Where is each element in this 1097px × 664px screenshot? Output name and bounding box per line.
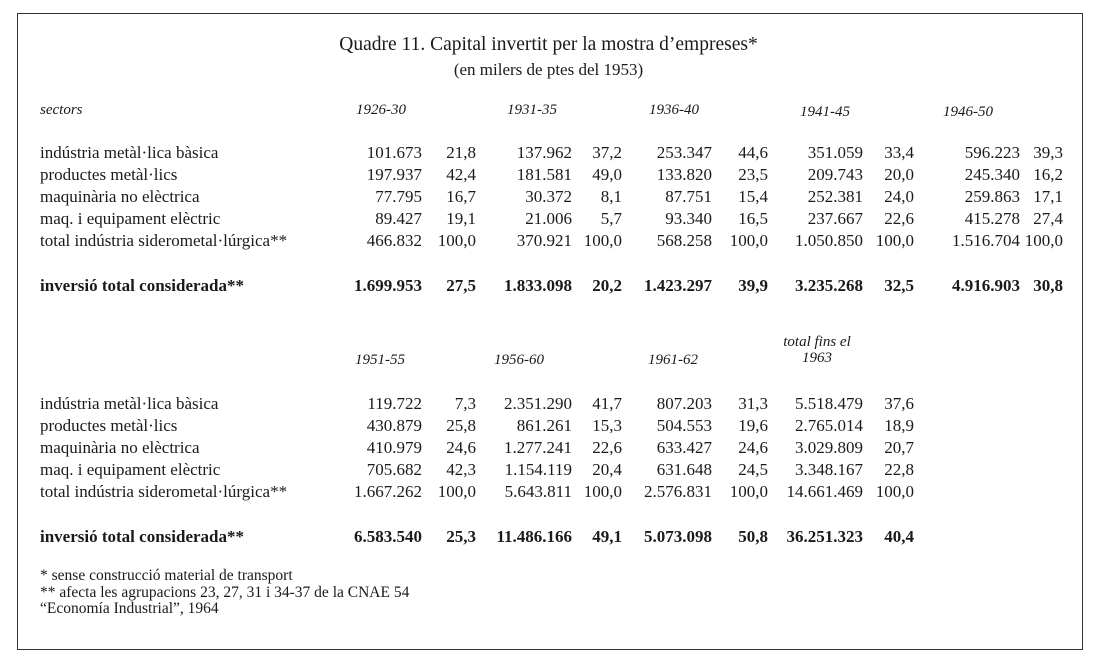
table-row [0,209,1097,231]
value-cell: 3.348.167 [795,460,863,479]
percent-cell: 30,8 [1033,276,1063,295]
percent-cell: 40,4 [884,527,914,546]
value-cell: 6.583.540 [354,527,422,546]
percent-cell: 24,6 [738,438,768,457]
period-header: 1951-55 [355,352,405,368]
footnotes [40,568,409,618]
percent-cell: 22,6 [592,438,622,457]
row-label: inversió total considerada** [40,276,244,295]
cumulative-header-line: 1963 [802,350,832,366]
cumulative-header-line: total fins el [783,334,851,350]
value-cell: 2.576.831 [644,482,712,501]
value-cell: 351.059 [807,143,863,162]
value-cell: 5.643.811 [504,482,572,501]
table-row [0,231,1097,253]
total-row [0,527,1097,549]
total-row [0,276,1097,298]
table-row [0,187,1097,209]
percent-cell: 25,3 [446,527,476,546]
value-cell: 89.427 [375,209,422,228]
percent-cell: 24,6 [446,438,476,457]
table-row [0,482,1097,504]
row-label: indústria metàl·lica bàsica [40,143,219,162]
row-label: total indústria siderometal·lúrgica** [40,231,288,250]
percent-cell: 100,0 [729,231,768,250]
percent-cell: 27,4 [1033,209,1063,228]
table-row [0,460,1097,482]
value-cell: 101.673 [366,143,422,162]
page-title: Quadre 11. Capital invertit per la mostra d’empreses* [339,34,758,55]
percent-cell: 22,6 [884,209,914,228]
percent-cell: 27,5 [446,276,476,295]
row-label: productes metàl·lics [40,416,178,435]
value-cell: 237.667 [807,209,863,228]
cumulative-header [762,334,872,366]
table-row [0,416,1097,438]
percent-cell: 32,5 [884,276,914,295]
row-label: maquinària no elèctrica [40,187,200,206]
sectors-header: sectors [40,102,83,118]
value-cell: 36.251.323 [786,527,863,546]
percent-cell: 25,8 [446,416,476,435]
value-cell: 430.879 [366,416,422,435]
percent-cell: 22,8 [884,460,914,479]
percent-cell: 24,5 [738,460,768,479]
source-note: “Economía Industrial”, 1964 [40,600,219,617]
percent-cell: 42,3 [446,460,476,479]
percent-cell: 16,7 [446,187,476,206]
value-cell: 5.518.479 [795,394,863,413]
value-cell: 119.722 [367,394,422,413]
value-cell: 1.277.241 [504,438,572,457]
percent-cell: 19,6 [738,416,768,435]
percent-cell: 100,0 [437,482,476,501]
table-row [0,438,1097,460]
percent-cell: 20,4 [592,460,622,479]
period-header: 1941-45 [800,104,850,120]
percent-cell: 37,6 [884,394,914,413]
value-cell: 807.203 [656,394,712,413]
percent-cell: 100,0 [729,482,768,501]
percent-cell: 15,3 [592,416,622,435]
value-cell: 1.833.098 [504,276,572,295]
percent-cell: 20,0 [884,165,914,184]
value-cell: 861.261 [516,416,572,435]
percent-cell: 49,1 [592,527,622,546]
table-row [0,394,1097,416]
percent-cell: 24,0 [884,187,914,206]
value-cell: 30.372 [525,187,572,206]
percent-cell: 100,0 [875,231,914,250]
percent-cell: 15,4 [738,187,768,206]
value-cell: 1.154.119 [504,460,572,479]
percent-cell: 31,3 [738,394,768,413]
value-cell: 87.751 [665,187,712,206]
value-cell: 370.921 [516,231,572,250]
value-cell: 209.743 [807,165,863,184]
row-label: maquinària no elèctrica [40,438,200,457]
period-header: 1926-30 [356,102,406,118]
row-label: total indústria siderometal·lúrgica** [40,482,288,501]
value-cell: 3.235.268 [795,276,863,295]
percent-cell: 39,3 [1033,143,1063,162]
value-cell: 1.699.953 [354,276,422,295]
footnote: ** afecta les agrupacions 23, 27, 31 i 34-37 de la CNAE 54 [40,583,410,601]
value-cell: 568.258 [656,231,712,250]
percent-cell: 39,9 [738,276,768,295]
table-row [0,165,1097,187]
period-header: 1946-50 [943,104,993,120]
percent-cell: 20,2 [592,276,622,295]
period-header: 1961-62 [648,352,698,368]
percent-cell: 100,0 [583,231,622,250]
row-label: maq. i equipament elèctric [40,460,221,479]
value-cell: 197.937 [366,165,422,184]
percent-cell: 20,7 [884,438,914,457]
percent-cell: 21,8 [446,143,476,162]
value-cell: 1.050.850 [795,231,863,250]
value-cell: 4.916.903 [952,276,1020,295]
value-cell: 259.863 [964,187,1020,206]
percent-cell: 49,0 [592,165,622,184]
value-cell: 133.820 [656,165,712,184]
percent-cell: 42,4 [446,165,476,184]
value-cell: 504.553 [656,416,712,435]
percent-cell: 17,1 [1033,187,1063,206]
value-cell: 633.427 [656,438,712,457]
table-row [0,143,1097,165]
value-cell: 14.661.469 [786,482,863,501]
period-header: 1936-40 [649,102,699,118]
value-cell: 137.962 [516,143,572,162]
value-cell: 2.765.014 [795,416,863,435]
value-cell: 253.347 [656,143,712,162]
value-cell: 2.351.290 [504,394,572,413]
percent-cell: 16,2 [1033,165,1063,184]
percent-cell: 5,7 [600,209,622,228]
percent-cell: 100,0 [437,231,476,250]
value-cell: 77.795 [375,187,422,206]
row-label: indústria metàl·lica bàsica [40,394,219,413]
value-cell: 705.682 [366,460,422,479]
value-cell: 245.340 [964,165,1020,184]
percent-cell: 23,5 [738,165,768,184]
value-cell: 1.516.704 [952,231,1020,250]
row-label: inversió total considerada** [40,527,244,546]
period-header: 1931-35 [507,102,557,118]
percent-cell: 7,3 [454,394,476,413]
row-label: maq. i equipament elèctric [40,209,221,228]
value-cell: 93.340 [665,209,712,228]
value-cell: 181.581 [516,165,572,184]
value-cell: 466.832 [366,231,422,250]
value-cell: 5.073.098 [644,527,712,546]
page-subtitle: (en milers de ptes del 1953) [453,60,644,79]
value-cell: 1.423.297 [644,276,712,295]
percent-cell: 100,0 [1024,231,1063,250]
value-cell: 11.486.166 [496,527,572,546]
value-cell: 415.278 [964,209,1020,228]
percent-cell: 50,8 [738,527,768,546]
percent-cell: 19,1 [446,209,476,228]
value-cell: 410.979 [366,438,422,457]
percent-cell: 18,9 [884,416,914,435]
percent-cell: 33,4 [884,143,914,162]
value-cell: 21.006 [525,209,572,228]
percent-cell: 41,7 [592,394,622,413]
percent-cell: 44,6 [738,143,768,162]
value-cell: 1.667.262 [354,482,422,501]
percent-cell: 16,5 [738,209,768,228]
value-cell: 631.648 [656,460,712,479]
value-cell: 596.223 [964,143,1020,162]
period-header: 1956-60 [494,352,544,368]
percent-cell: 100,0 [875,482,914,501]
percent-cell: 8,1 [600,187,622,206]
value-cell: 3.029.809 [795,438,863,457]
percent-cell: 37,2 [592,143,622,162]
value-cell: 252.381 [807,187,863,206]
percent-cell: 100,0 [583,482,622,501]
row-label: productes metàl·lics [40,165,178,184]
footnote: * sense construcció material de transport [40,567,293,584]
